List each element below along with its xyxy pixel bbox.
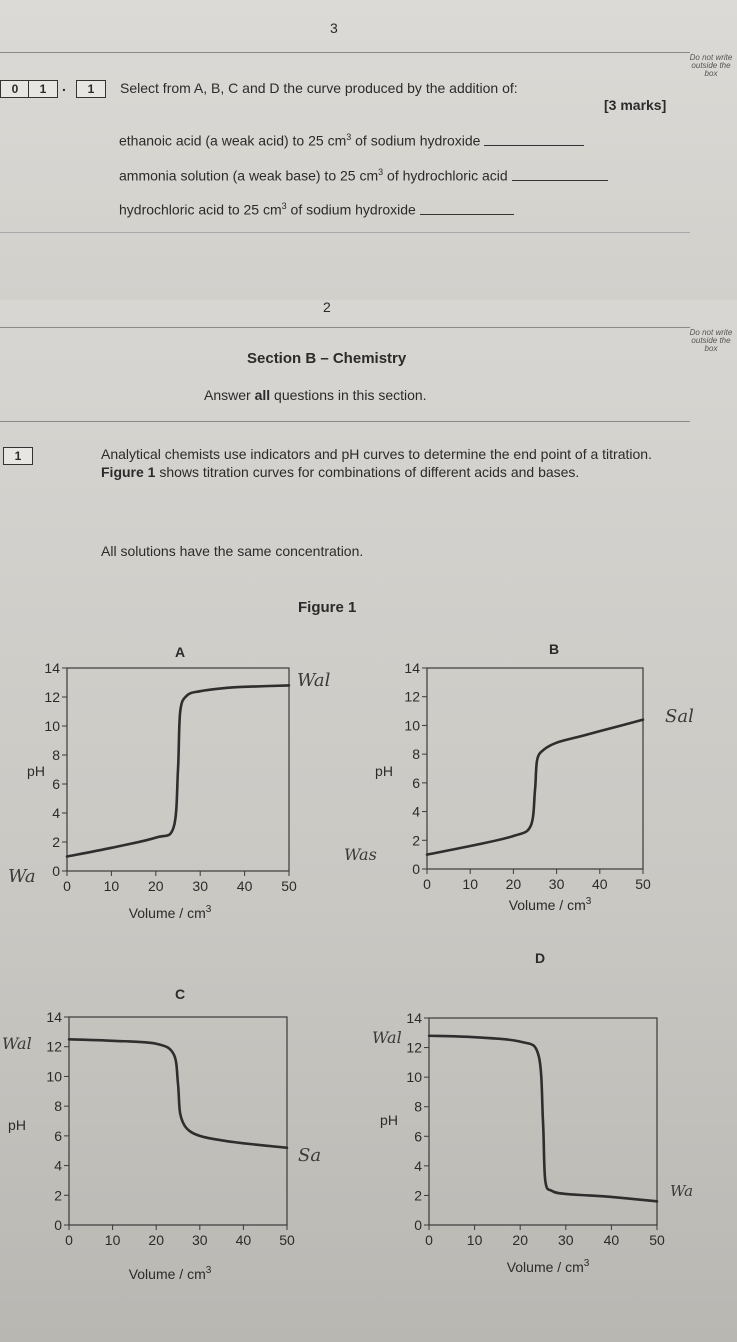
- y-axis-label: pH: [27, 763, 45, 779]
- question-digit-box: 0: [0, 80, 30, 98]
- x-tick-label: 10: [462, 876, 478, 892]
- y-tick-label: 14: [46, 1009, 62, 1025]
- top-rule: [0, 52, 690, 53]
- y-tick-label: 12: [406, 1039, 422, 1056]
- sub-question-box: 1: [76, 80, 106, 98]
- plot-frame: [69, 1017, 287, 1225]
- instruction-text: questions in this section.: [270, 387, 427, 403]
- instruction-text: Answer: [204, 387, 255, 403]
- y-tick-label: 12: [46, 1038, 62, 1055]
- x-axis-label-text: Volume / cm: [506, 1259, 584, 1275]
- x-tick-label: 40: [235, 1232, 252, 1248]
- y-tick-label: 10: [46, 1068, 62, 1085]
- y-tick-label: 0: [412, 861, 420, 877]
- titration-curve: [429, 1036, 657, 1202]
- handwriting-note: Wal: [372, 1028, 402, 1047]
- question-digit-box: 1: [28, 80, 58, 98]
- x-tick-label: 20: [148, 1232, 164, 1248]
- handwriting-note: Sal: [665, 706, 694, 727]
- chart-title: B: [548, 641, 560, 657]
- y-tick-label: 6: [414, 1128, 422, 1145]
- y-tick-label: 8: [54, 1098, 62, 1115]
- y-tick-label: 2: [54, 1187, 62, 1204]
- x-tick-label: 50: [635, 876, 651, 892]
- question-number-box: 1: [3, 447, 33, 465]
- answer-item-2: [119, 163, 608, 185]
- x-tick-label: 0: [423, 876, 431, 892]
- titration-curve: [67, 685, 289, 856]
- question-note: All solutions have the same concentration.: [101, 543, 364, 559]
- x-tick-label: 30: [558, 1232, 574, 1248]
- item-sup: 3: [378, 167, 384, 177]
- page-number: 3: [330, 20, 338, 36]
- x-axis-label-sup: 3: [583, 1258, 590, 1269]
- answer-item-3: [119, 197, 514, 219]
- top-rule-2: [0, 327, 690, 328]
- y-tick-label: 8: [414, 1098, 422, 1115]
- x-tick-label: 20: [512, 1232, 528, 1248]
- page-number-2: 2: [323, 299, 331, 315]
- y-tick-label: 6: [412, 774, 420, 791]
- x-axis-label-sup: 3: [205, 1265, 212, 1276]
- x-axis-label-sup: 3: [205, 904, 212, 915]
- handwriting-note: Wa: [670, 1182, 694, 1200]
- page-upper: [0, 0, 737, 300]
- x-tick-label: 50: [649, 1232, 665, 1248]
- chart-c: [0, 975, 360, 1300]
- y-axis-label: pH: [380, 1112, 398, 1128]
- x-axis-label-text: Volume / cm: [508, 897, 586, 913]
- x-axis-label: [129, 904, 212, 921]
- y-tick-label: 6: [52, 776, 60, 792]
- x-tick-label: 30: [192, 1232, 208, 1248]
- y-tick-label: 4: [412, 803, 420, 820]
- chart-title: A: [174, 644, 186, 660]
- answer-blank[interactable]: [420, 202, 514, 215]
- x-tick-label: 0: [65, 1232, 73, 1248]
- x-axis-label-text: Volume / cm: [128, 905, 206, 921]
- y-tick-label: 14: [44, 660, 60, 676]
- x-axis-label: [129, 1265, 212, 1282]
- item-text: of hydrochloric acid: [383, 167, 508, 184]
- x-axis-label: [509, 896, 592, 913]
- titration-curve: [69, 1039, 287, 1147]
- chart-c-svg: [0, 975, 360, 1295]
- y-tick-label: 2: [412, 832, 420, 849]
- chart-d-svg: [360, 945, 737, 1295]
- section-instruction: [204, 386, 427, 404]
- y-axis-label: pH: [375, 763, 393, 779]
- y-tick-label: 12: [404, 688, 420, 705]
- y-tick-label: 10: [404, 717, 420, 734]
- question-dot: .: [62, 78, 66, 94]
- chart-title: C: [174, 986, 186, 1002]
- x-tick-label: 0: [63, 878, 71, 894]
- question-text: Select from A, B, C and D the curve produced by the addition of:: [120, 80, 518, 96]
- answer-blank[interactable]: [512, 168, 608, 181]
- y-tick-label: 2: [414, 1187, 422, 1204]
- chart-b-svg: [360, 630, 737, 930]
- item-text: ethanoic acid (a weak acid) to 25 cm: [119, 132, 347, 149]
- x-tick-label: 40: [236, 878, 253, 894]
- handwriting-note: Wal: [2, 1034, 32, 1053]
- y-tick-label: 0: [414, 1217, 422, 1233]
- x-tick-label: 20: [505, 876, 522, 892]
- y-tick-label: 12: [44, 689, 60, 705]
- margin-note: Do not write outside the box: [689, 53, 733, 78]
- intro-text: Analytical chemists use indicators and pH curves to determine the end point of a titration.: [101, 446, 652, 462]
- question-intro: [101, 445, 686, 481]
- chart-title: D: [534, 950, 546, 966]
- x-axis-label-text: Volume / cm: [128, 1266, 206, 1282]
- y-tick-label: 2: [52, 834, 60, 850]
- intro-text: shows titration curves for combinations of different acids and bases.: [155, 464, 580, 480]
- x-axis-label-sup: 3: [585, 896, 592, 907]
- y-tick-label: 14: [406, 1010, 422, 1026]
- x-tick-label: 50: [279, 1232, 295, 1248]
- y-tick-label: 4: [52, 805, 60, 821]
- answer-item-1: [119, 128, 584, 150]
- x-tick-label: 20: [148, 878, 164, 894]
- margin-note-2: Do not write outside the box: [689, 328, 733, 353]
- handwriting-note: Wal: [297, 670, 331, 691]
- intro-bold: Figure 1: [101, 464, 156, 480]
- item-text: hydrochloric acid to 25 cm: [119, 201, 282, 218]
- y-tick-label: 0: [54, 1217, 62, 1233]
- item-sup: 3: [281, 201, 287, 211]
- x-tick-label: 40: [603, 1232, 620, 1248]
- handwriting-note: Wa: [8, 866, 36, 887]
- x-tick-label: 10: [466, 1232, 483, 1248]
- x-tick-label: 10: [103, 878, 120, 894]
- y-tick-label: 14: [404, 660, 420, 676]
- section-rule: [0, 232, 690, 233]
- y-tick-label: 10: [406, 1069, 422, 1086]
- item-text: of sodium hydroxide: [351, 132, 481, 149]
- x-tick-label: 0: [425, 1232, 433, 1248]
- y-tick-label: 6: [54, 1127, 62, 1144]
- titration-curve: [427, 720, 643, 855]
- section-title: Section B – Chemistry: [247, 350, 407, 367]
- y-tick-label: 8: [412, 746, 420, 763]
- x-tick-label: 40: [592, 876, 608, 892]
- x-tick-label: 30: [548, 876, 565, 892]
- chart-b: [360, 630, 737, 935]
- y-axis-label: pH: [8, 1117, 26, 1133]
- handwriting-note: Sa: [298, 1145, 322, 1166]
- y-tick-label: 4: [54, 1157, 62, 1174]
- y-tick-label: 4: [414, 1157, 422, 1174]
- x-tick-label: 30: [192, 878, 208, 894]
- item-sup: 3: [346, 132, 352, 142]
- instruction-rule: [0, 421, 690, 422]
- x-tick-label: 10: [104, 1232, 121, 1248]
- handwriting-note: Was: [344, 845, 377, 864]
- answer-blank[interactable]: [484, 133, 584, 146]
- item-text: of sodium hydroxide: [286, 201, 416, 218]
- figure-title: Figure 1: [298, 599, 357, 616]
- y-tick-label: 0: [52, 863, 60, 879]
- y-tick-label: 10: [44, 718, 60, 734]
- instruction-bold: all: [254, 387, 271, 403]
- chart-d: [360, 945, 737, 1300]
- item-text: ammonia solution (a weak base) to 25 cm: [119, 167, 379, 184]
- y-tick-label: 8: [52, 747, 60, 763]
- marks-label: [3 marks]: [604, 97, 667, 113]
- x-axis-label: [507, 1258, 590, 1275]
- x-tick-label: 50: [281, 878, 297, 894]
